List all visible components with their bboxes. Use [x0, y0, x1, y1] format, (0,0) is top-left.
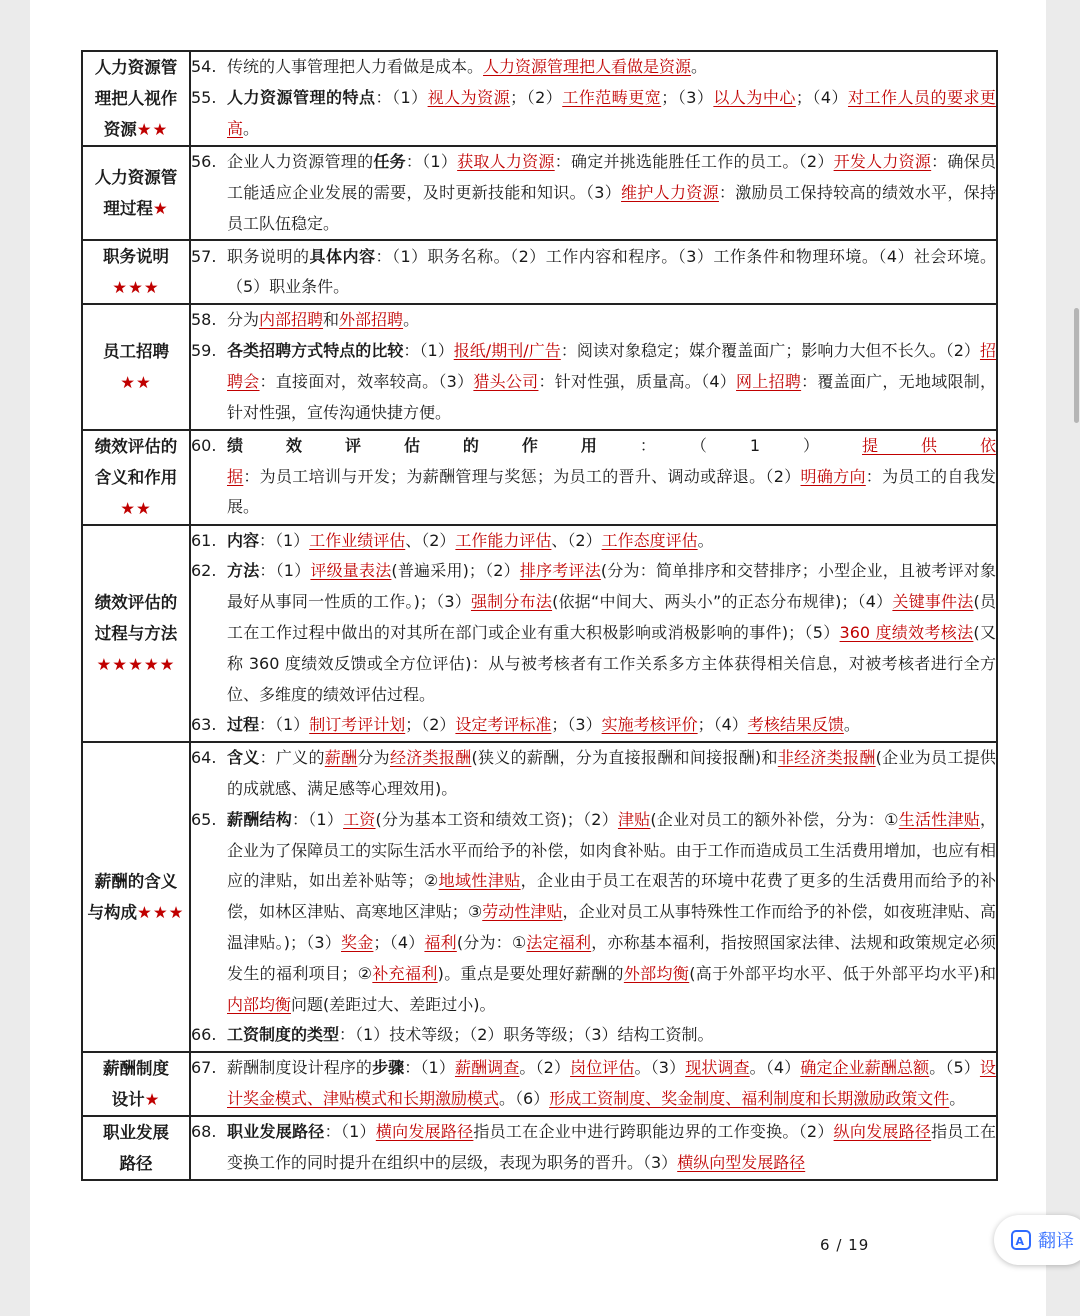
category-label — [83, 618, 189, 649]
category-label — [83, 83, 189, 114]
text-run: 。（4） — [749, 1058, 801, 1078]
bold-term: 过程 — [227, 715, 260, 735]
category-label — [83, 1117, 189, 1148]
bold-term: 步骤 — [372, 1058, 405, 1078]
text-run: ；（2） — [510, 88, 563, 108]
item-text — [227, 242, 996, 304]
keyword: 维护人力资源 — [621, 182, 719, 202]
bold-term: 方法 — [227, 561, 260, 581]
notes-table — [81, 50, 998, 1181]
text-run: (分为：简单排序和交替排序；小型企业，且被考评对象最好从事同一性质的工作。)；（3） — [227, 561, 996, 612]
item-number: 60. — [191, 435, 217, 455]
importance-stars: ★ — [144, 1090, 161, 1110]
item-number: 62. — [191, 561, 217, 581]
category-text: 理过程 — [103, 199, 153, 219]
text-run: ；（4） — [697, 715, 748, 735]
text-run: ：阅读对象稳定；媒介覆盖面广；影响力大但不长久。（2） — [560, 341, 980, 361]
text-run: 。 — [691, 57, 708, 77]
text-run: ：激励员工保持较高的绩效水平，保持员工队伍稳定。 — [227, 182, 996, 233]
text-run: 。（2） — [519, 1058, 571, 1078]
text-run: ：针对性强，质量高。（4） — [538, 371, 737, 391]
category-text: 员工招聘 — [103, 341, 169, 361]
page-total: 19 — [848, 1236, 870, 1254]
item-number: 56. — [191, 152, 217, 171]
importance-stars: ★★★★★ — [96, 654, 176, 674]
text-run: 。 — [403, 310, 420, 330]
text-run: 、（2） — [405, 530, 456, 550]
category-text: 理把人视作 — [94, 89, 178, 108]
keyword: 法定福利 — [526, 932, 592, 952]
keyword: 以人为中心 — [713, 88, 796, 108]
note-item — [191, 1117, 996, 1179]
category-label — [83, 52, 189, 83]
keyword: 地域性津贴 — [438, 871, 521, 891]
importance-stars: ★★ — [120, 498, 152, 518]
content-cell — [190, 1116, 997, 1180]
category-text: 设计 — [111, 1090, 145, 1110]
content-cell — [190, 742, 997, 1052]
text-run: (普遍采用)；（2） — [391, 561, 520, 581]
category-text: 人力资源管 — [94, 58, 178, 77]
keyword: 形成工资制度、奖金制度、福利制度和长期激励政策文件 — [549, 1089, 950, 1109]
category-cell — [82, 146, 190, 240]
keyword: 人力资源管理把人看做是资源 — [483, 57, 692, 77]
text-run: ；（4） — [373, 932, 425, 952]
keyword: 薪酬调查 — [454, 1058, 520, 1078]
keyword: 内部招聘 — [259, 310, 324, 330]
item-text — [227, 305, 996, 336]
text-run: ：（1） — [291, 809, 344, 829]
text-run: 传统的人事管理把人力看做是成本。 — [227, 57, 484, 77]
text-run: 指员工在变换工作的同时提升在组织中的层级，表现为职务的晋升。（3） — [227, 1122, 996, 1173]
item-number: 65. — [191, 809, 217, 829]
text-run: (依据“中间大、两头小”的正态分布规律)；（4） — [552, 592, 893, 612]
category-cell — [82, 304, 190, 429]
svg-text:A: A — [1015, 1235, 1025, 1248]
keyword: 关键事件法 — [892, 592, 974, 612]
keyword: 横向发展路径 — [375, 1122, 474, 1142]
keyword: 设定考评标准 — [455, 715, 552, 735]
keyword: 工作范畴更宽 — [562, 88, 662, 108]
item-number: 63. — [191, 715, 217, 735]
keyword: 津贴 — [617, 809, 651, 829]
importance-stars: ★★ — [120, 372, 152, 392]
table-row — [82, 146, 997, 240]
item-text — [227, 743, 996, 805]
text-run: 薪酬制度设计程序的 — [227, 1058, 373, 1078]
keyword: 获取人力资源 — [457, 152, 555, 171]
note-item — [191, 710, 996, 741]
text-run: 。 — [949, 1089, 966, 1109]
category-label — [83, 462, 189, 493]
category-label — [83, 431, 189, 462]
page-current: 6 — [820, 1236, 831, 1254]
category-label — [83, 162, 189, 193]
text-run: ：（1） — [259, 561, 311, 581]
category-text: 职业发展 — [103, 1123, 169, 1143]
item-text — [227, 1053, 996, 1115]
note-item — [191, 242, 996, 304]
keyword: 实施考核评价 — [601, 715, 698, 735]
note-item — [191, 52, 996, 83]
table-row — [82, 304, 997, 429]
category-cell — [82, 742, 190, 1052]
category-label — [83, 587, 189, 618]
text-run: 问题(差距过大、差距过小)。 — [291, 994, 496, 1014]
category-text: 路径 — [119, 1154, 153, 1174]
keyword: 补充福利 — [372, 963, 438, 983]
item-number: 64. — [191, 748, 217, 768]
text-run: 、（2） — [551, 530, 602, 550]
table-row — [82, 525, 997, 743]
text-run: ，企业对员工从事特殊性工作而给予的补偿，如夜班津贴、高温津贴。)；（3） — [227, 902, 996, 952]
category-cell — [82, 430, 190, 525]
keyword: 福利 — [424, 932, 457, 952]
item-text — [227, 336, 996, 428]
keyword: 设计奖金模式、津贴模式和长期激励模式 — [227, 1058, 996, 1109]
note-item — [191, 336, 996, 428]
translate-button[interactable] — [994, 1215, 1080, 1265]
category-text: 职务说明 — [103, 247, 169, 267]
note-item — [191, 305, 996, 336]
text-run: 分为 — [227, 310, 260, 330]
bold-term: 内容 — [227, 530, 260, 550]
keyword: 招聘会 — [227, 341, 996, 391]
text-run: 和 — [323, 310, 340, 330]
keyword: 外部招聘 — [339, 310, 404, 330]
text-run: ；（3） — [661, 88, 714, 108]
category-cell — [82, 1116, 190, 1180]
category-label — [83, 193, 189, 224]
text-run: (员工在工作过程中做出的对其所在部门或企业有重大积极影响或消极影响的事件)；（5） — [227, 592, 996, 642]
keyword: 开发人力资源 — [833, 152, 932, 171]
stars-line — [83, 367, 189, 398]
keyword: 工作能力评估 — [455, 530, 552, 550]
category-cell — [82, 1052, 190, 1116]
stars-line — [83, 649, 189, 680]
text-run: ，亦称基本福利，指按照国家法律、法规和政策规定必须发生的福利项目；② — [227, 932, 996, 983]
bold-term: 具体内容 — [309, 246, 376, 266]
category-cell — [82, 240, 190, 304]
content-cell — [190, 51, 997, 146]
text-run: ：（1） — [404, 1058, 455, 1078]
translate-icon — [1010, 1229, 1032, 1251]
keyword: 薪酬 — [324, 748, 358, 768]
table-row — [82, 430, 997, 525]
keyword: 纵向发展路径 — [833, 1122, 932, 1142]
table-row — [82, 1116, 997, 1180]
content-cell — [190, 525, 997, 743]
text-run: (企业对员工的额外补偿，分为：① — [650, 809, 899, 829]
bold-term: 任务 — [373, 152, 406, 171]
keyword: 对工作人员的要求更高 — [227, 88, 996, 138]
item-text — [227, 805, 996, 1021]
text-run: ：（1） — [639, 435, 863, 455]
text-run: 。（6） — [499, 1089, 550, 1109]
keyword: 外部均衡 — [623, 963, 690, 983]
category-text: 绩效评估的 — [94, 436, 178, 456]
bold-term: 工资制度的类型 — [227, 1025, 340, 1045]
keyword: 生活性津贴 — [898, 809, 980, 829]
item-text — [227, 431, 996, 523]
text-run: ：（1） — [375, 88, 428, 108]
table-row — [82, 51, 997, 146]
category-text: 绩效评估的 — [94, 592, 178, 612]
category-label — [83, 336, 189, 367]
keyword: 岗位评估 — [570, 1058, 635, 1078]
category-label — [83, 897, 189, 928]
item-text — [227, 526, 996, 557]
category-label — [83, 1053, 189, 1084]
keyword: 提供依据 — [227, 435, 996, 486]
keyword: 内部均衡 — [227, 994, 292, 1014]
importance-stars: ★★★ — [137, 903, 185, 923]
text-run: (狭义的薪酬，分为直接报酬和间接报酬)和 — [471, 748, 778, 768]
text-run: )。重点是要处理好薪酬的 — [437, 963, 624, 983]
keyword: 现状调查 — [685, 1058, 750, 1078]
item-text — [227, 1117, 996, 1179]
keyword: 报纸/期刊/广告 — [453, 341, 561, 361]
item-number: 54. — [191, 57, 217, 77]
text-run: ：（1） — [405, 152, 458, 171]
note-item — [191, 526, 996, 557]
text-run: (又称 360 度绩效反馈或全方位评估)：从与被考核者有工作关系多方主体获得相关信息，对被考核者进行全方位、多维度的绩效评估过程。 — [227, 622, 996, 704]
note-item — [191, 805, 996, 1021]
text-run: 企业人力资源管理的 — [227, 152, 374, 171]
importance-stars: ★ — [152, 199, 169, 219]
category-text: 人力资源管 — [94, 168, 178, 188]
bold-term: 含义 — [227, 748, 260, 768]
keyword: 奖金 — [341, 932, 374, 952]
keyword: 工作业绩评估 — [309, 530, 406, 550]
text-run: ，企业由于员工在艰苦的环境中花费了更多的生活费用而给予的补偿，如林区津贴、高寒地区津贴；③ — [227, 871, 996, 922]
item-number: 57. — [191, 246, 217, 266]
text-run: ；（2） — [405, 715, 456, 735]
item-number: 66. — [191, 1025, 217, 1045]
table-row — [82, 1052, 997, 1116]
text-run: (企业为员工提供的成就感、满足感等心理效用)。 — [227, 748, 996, 798]
text-run: ：覆盖面广，无地域限制，针对性强，宣传沟通快捷方便。 — [227, 371, 996, 422]
category-text: 薪酬的含义 — [94, 872, 178, 892]
keyword: 考核结果反馈 — [747, 715, 844, 735]
category-text: 资源 — [103, 120, 137, 139]
bold-term: 绩效评估的作用 — [227, 435, 640, 455]
item-number: 55. — [191, 88, 217, 108]
content-cell — [190, 304, 997, 429]
note-item — [191, 147, 996, 239]
text-run: 。（3） — [634, 1058, 686, 1078]
item-text — [227, 52, 996, 83]
text-run: ：确定并挑选能胜任工作的员工。（2） — [554, 152, 834, 171]
category-label — [83, 114, 189, 145]
keyword: 工作态度评估 — [601, 530, 698, 550]
text-run: (高于外部平均水平、低于外部平均水平)和 — [689, 963, 996, 983]
item-number: 61. — [191, 530, 217, 550]
text-run: 。 — [843, 715, 860, 735]
item-number: 59. — [191, 341, 217, 361]
text-run: 分为 — [357, 748, 390, 768]
category-text: 与构成 — [87, 903, 138, 923]
keyword: 明确方向 — [800, 466, 866, 486]
text-run: ：（1）职务名称。（2）工作内容和程序。（3）工作条件和物理环境。（4）社会环境。（5）职业条件。 — [227, 246, 996, 297]
keyword: 评级量表法 — [310, 561, 392, 581]
note-item — [191, 556, 996, 710]
keyword: 强制分布法 — [470, 592, 553, 612]
table-row — [82, 742, 997, 1052]
content-cell — [190, 1052, 997, 1116]
category-cell — [82, 525, 190, 743]
importance-stars: ★★ — [136, 120, 169, 139]
text-run: (分为基本工资和绩效工资)；（2） — [375, 809, 618, 829]
content-cell — [190, 240, 997, 304]
bold-term: 薪酬结构 — [227, 809, 292, 829]
keyword: 360 度绩效考核法 — [839, 622, 974, 642]
item-number: 67. — [191, 1058, 217, 1078]
keyword: 猎头公司 — [473, 371, 539, 391]
content-cell — [190, 146, 997, 240]
keyword: 经济类报酬 — [389, 748, 472, 768]
keyword: 劳动性津贴 — [482, 902, 563, 922]
text-run: (分为：① — [456, 932, 527, 952]
category-text: 含义和作用 — [94, 467, 178, 487]
keyword: 视人为资源 — [427, 88, 511, 108]
text-run: ：直接面对，效率较高。（3） — [259, 371, 474, 391]
category-label — [83, 241, 189, 272]
item-text — [227, 1020, 996, 1051]
text-run: 职务说明的 — [227, 246, 310, 266]
text-run: ：（1） — [259, 530, 310, 550]
text-run: ：（1） — [324, 1122, 376, 1142]
stars-line — [83, 272, 189, 303]
note-item — [191, 1020, 996, 1051]
text-run: ，企业为了保障员工的实际生活水平而给予的补偿，如肉食补贴。由于工作而造成员工生活费用增加，也应有相应的津贴，如出差补贴等；② — [227, 809, 996, 891]
keyword: 网上招聘 — [736, 371, 802, 391]
category-text: 过程与方法 — [94, 623, 178, 643]
text-run: ；（3） — [551, 715, 602, 735]
note-item — [191, 431, 996, 523]
keyword: 确定企业薪酬总额 — [800, 1058, 930, 1078]
item-text — [227, 83, 996, 145]
category-label — [83, 866, 189, 897]
scrollbar[interactable] — [1074, 308, 1079, 423]
document-page — [30, 0, 1046, 1316]
table-row — [82, 240, 997, 304]
text-run: 指员工在企业中进行跨职能边界的工作变换。（2） — [473, 1122, 834, 1142]
page-number — [820, 1236, 869, 1254]
text-run: ：（1） — [403, 341, 454, 361]
text-run: 。 — [697, 530, 714, 550]
text-run: ；（4） — [795, 88, 848, 108]
category-label — [83, 1084, 189, 1115]
note-item — [191, 743, 996, 805]
content-cell — [190, 430, 997, 525]
keyword: 非经济类报酬 — [777, 748, 876, 768]
translate-label: 翻译 — [1038, 1231, 1074, 1252]
item-text — [227, 556, 996, 710]
importance-stars: ★★★ — [112, 278, 160, 298]
category-cell — [82, 51, 190, 146]
note-item — [191, 83, 996, 145]
item-number: 68. — [191, 1122, 217, 1142]
text-run: ：广义的 — [259, 748, 325, 768]
page-separator: / — [836, 1236, 843, 1254]
text-run: ：确保员工能适应企业发展的需要，及时更新技能和知识。（3） — [227, 152, 996, 202]
category-text: 薪酬制度 — [103, 1059, 169, 1079]
category-label — [83, 1148, 189, 1179]
text-run: ：（1） — [259, 715, 310, 735]
text-run: 。（5） — [929, 1058, 980, 1078]
text-run: 。 — [243, 118, 260, 138]
text-run: ：为员工的自我发展。 — [227, 466, 996, 517]
text-run: ：（1）技术等级；（2）职务等级；（3）结构工资制。 — [339, 1025, 714, 1045]
bold-term: 各类招聘方式特点的比较 — [227, 341, 404, 361]
item-text — [227, 147, 996, 239]
keyword: 工资 — [343, 809, 376, 829]
keyword: 横纵向型发展路径 — [677, 1153, 806, 1173]
keyword: 排序考评法 — [519, 561, 601, 581]
note-item — [191, 1053, 996, 1115]
text-run: ：为员工培训与开发；为薪酬管理与奖惩；为员工的晋升、调动或辞退。（2） — [243, 466, 801, 486]
keyword: 制订考评计划 — [309, 715, 406, 735]
bold-term: 职业发展路径 — [227, 1122, 325, 1142]
item-text — [227, 710, 996, 741]
item-number: 58. — [191, 310, 217, 330]
bold-term: 人力资源管理的特点 — [227, 88, 376, 108]
stars-line — [83, 493, 189, 524]
